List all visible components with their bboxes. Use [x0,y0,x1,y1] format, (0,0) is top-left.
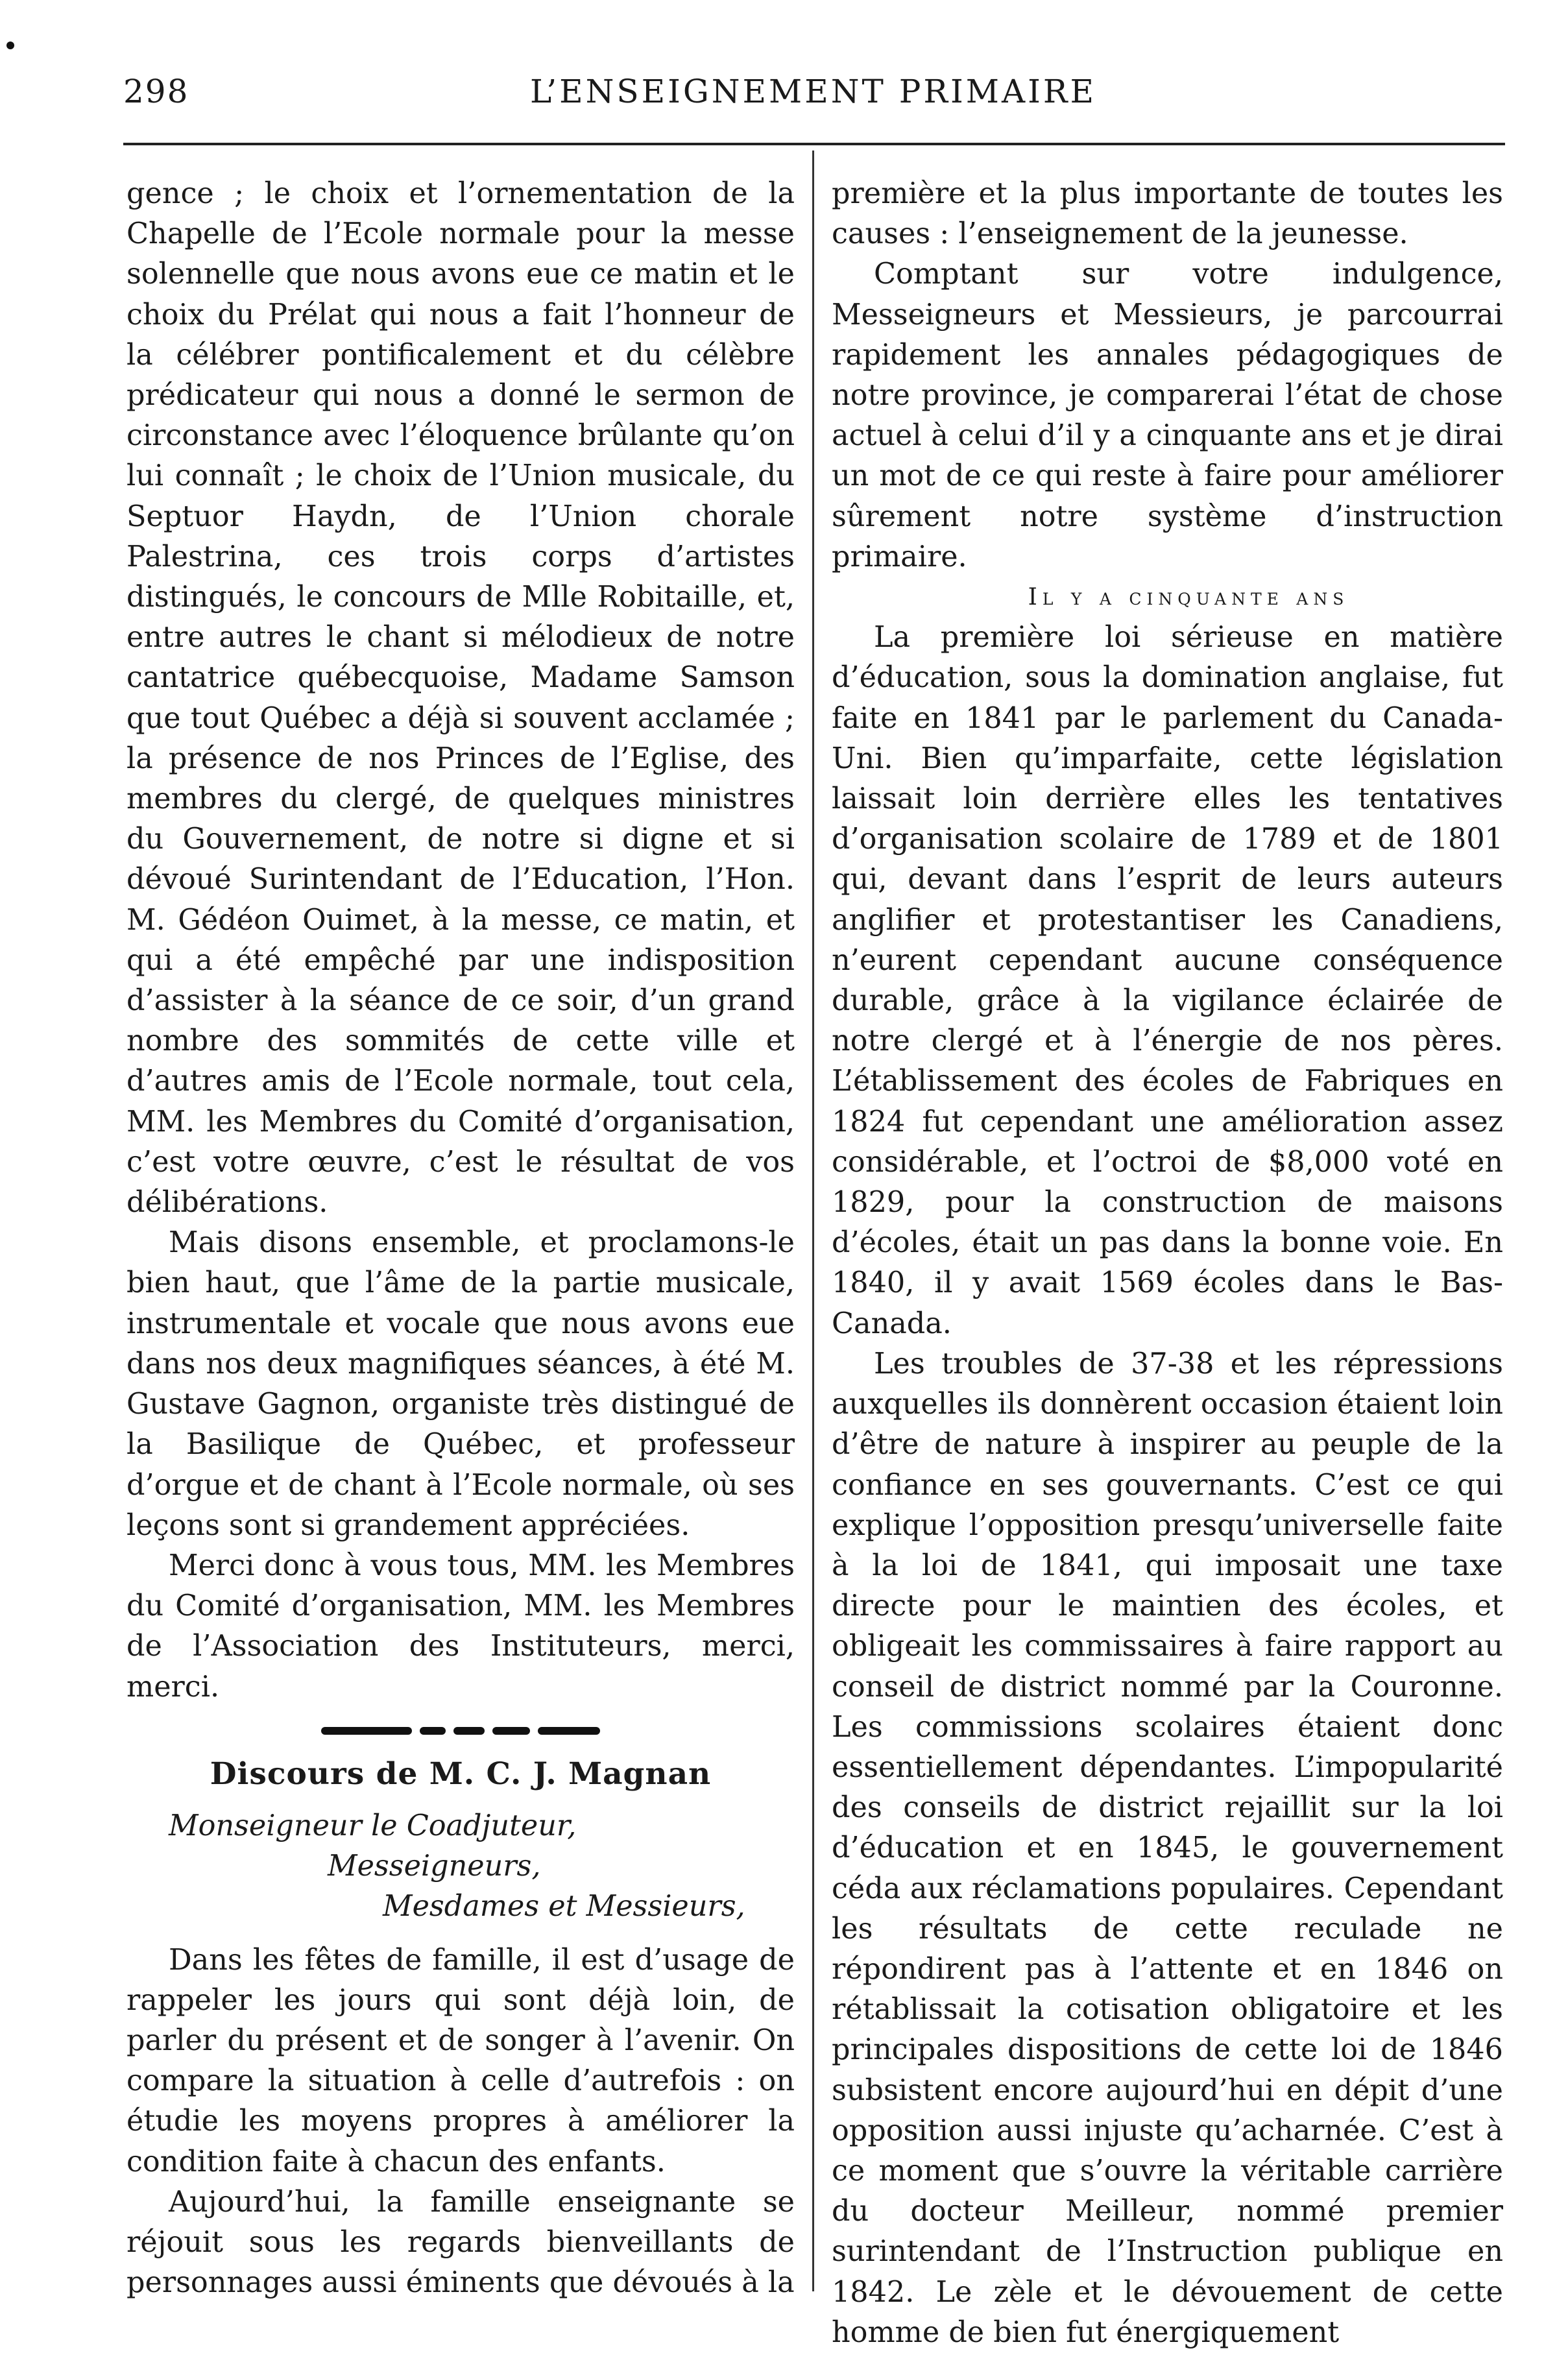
paragraph: La première loi sérieuse en matière d’éducation, sous la domination anglaise, fut faite en 1841 par le parlement du Canada-Uni. Bien qu’imparfaite, cette législation laissait loin derrière elles les tentatives d’organisation scolaire de 1789 et de 1801 qui, devant dans l’esprit de leurs auteurs anglifier et protestantiser les Canadiens, n’eurent cependant aucune conséquence durable, grâce à la vigilance éclairée de notre clergé et à l’énergie de nos pères. L’établissement des écoles de Fabriques en 1824 fut cependant une amélioration assez considérable, et l’octroi de $8,000 voté en 1829, pour la construction de maisons d’écoles, était un pas dans la bonne voie. En 1840, il y avait 1569 écoles dans le Bas-Canada. [832,621,1503,1340]
paragraph: Comptant sur votre indulgence, Messeigneurs et Messieurs, je parcourrai rapidement les annales pédagogiques de notre province, je comparerai l’état de chose actuel à celui d’il y a cinquante ans et je dirai un mot de ce qui reste à faire pour améliorer sûrement notre système d’instruction primaire. [832,258,1503,573]
ink-dot [6,42,14,49]
left-column [127,174,795,2303]
ornament-divider [321,1727,600,1736]
salutation: Mesdames et Messieurs, [383,1890,745,1924]
speech-title: Discours de M. C. J. Magnan [210,1756,712,1792]
salutation: Monseigneur le Coadjuteur, [169,1809,577,1842]
page-header [123,73,1503,125]
paragraph: Aujourd’hui, la famille enseignante se réjouit sous les regards bienveillants de personnages aussi éminents que dévoués à la [127,2185,795,2300]
salutation: Messeigneurs, [328,1850,541,1883]
running-title: L’ENSEIGNEMENT PRIMAIRE [530,73,1096,110]
right-column [832,174,1503,2353]
paragraph: Dans les fêtes de famille, il est d’usage de rappeler les jours qui sont déjà loin, de parler du présent et de songer à l’avenir. On compare la situation à celle d’autrefois : on étudie les moyens propres à améliorer la condition faite à chacun des enfants. [127,1943,795,2178]
paragraph: gence ; le choix et l’ornementation de la Chapelle de l’Ecole normale pour la messe solennelle que nous avons eue ce matin et le choix du Prélat qui nous a fait l’honneur de la célébrer pontificalement et du célèbre prédicateur qui nous a donné le sermon de circonstance avec l’éloquence brûlante qu’on lui connaît ; le choix de l’Union musicale, du Septuor Haydn, de l’Union chorale Palestrina, ces trois corps d’artistes distingués, le concours de Mlle Robitaille, et, entre autres le chant si mélodieux de notre cantatrice québecquoise, Madame Samson que tout Québec a déjà si souvent acclamée ; la présence de nos Princes de l’Eglise, des membres du clergé, de quelques ministres du Gouvernement, de notre si digne et si dévoué Surintendant de l’Education, l’Hon. M. Gédéon Ouimet, à la messe, ce matin, et qui a été empêché par une indisposition d’assister à la séance de ce soir, d’un grand nombre des sommités de cette ville et d’autres amis de l’Ecole normale, tout cela, MM. les Membres du Comité d’organisation, c’est votre œuvre, c’est le résultat de vos délibérations. [127,177,795,1220]
paragraph: première et la plus importante de toutes les causes : l’enseignement de la jeunesse. [832,177,1503,251]
column-divider [812,151,814,2291]
section-heading: Il y a cinquante ans [1028,584,1349,611]
paragraph: Mais disons ensemble, et proclamons-le bien haut, que l’âme de la partie musicale, instrumentale et vocale que nous avons eue dans nos deux magnifiques séances, à été M. Gustave Gagnon, organiste très distingué de la Basilique de Québec, et professeur d’orgue et de chant à l’Ecole normale, où ses leçons sont si grandement appréciées. [127,1226,795,1542]
page-number: 298 [123,73,189,110]
paragraph: Merci donc à vous tous, MM. les Membres du Comité d’organisation, MM. les Membres de l’Association des Instituteurs, merci, merci. [127,1549,795,1704]
header-rule [123,143,1505,145]
paragraph: Les troubles de 37-38 et les répressions auxquelles ils donnèrent occasion étaient loin d’être de nature à inspirer au peuple de la confiance en ses gouvernants. C’est ce qui explique l’opposition presqu’universelle faite à la loi de 1841, qui imposait une taxe directe pour le maintien des écoles, et obligeait les commissaires à faire rapport au conseil de district nommé par la Couronne. Les commissions scolaires étaient donc essentiellement dépendantes. L’impopularité des conseils de district rejaillit sur la loi d’éducation et en 1845, le gouvernement céda aux réclamations populaires. Cependant les résultats de cette reculade ne répondirent pas à l’attente et en 1846 on rétablissait la cotisation obligatoire et les principales dispositions de cette loi de 1846 subsistent encore aujourd’hui en dépit d’une opposition aussi injuste qu’acharnée. C’est à ce moment que s’ouvre la véritable carrière du docteur Meilleur, nommé premier surintendant de l’Instruction publique en 1842. Le zèle et le dévouement de cette homme de bien fut énergiquement [832,1347,1503,2349]
